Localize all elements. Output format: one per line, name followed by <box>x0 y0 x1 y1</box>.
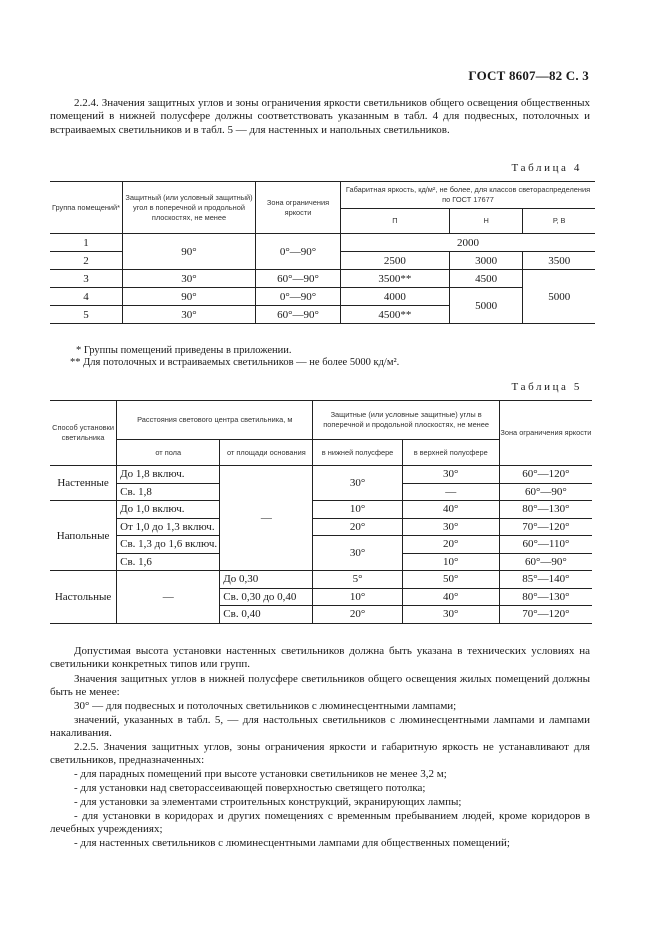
t5-zone: 60°—90° <box>499 553 592 571</box>
t5-from-base: Св. 0,40 <box>220 606 313 624</box>
t4-cell-p: 4500** <box>341 306 450 324</box>
body-paragraph-a: Допустимая высота установки настенных светильников должна быть указана в технических условиях на светильники конкретных типов или групп. <box>50 645 590 671</box>
t5-from-floor: Св. 1,6 <box>117 553 220 571</box>
t5-from-floor: До 1,8 включ. <box>117 466 220 484</box>
t5-upper: 30° <box>402 466 499 484</box>
t5-lower: 10° <box>313 501 402 519</box>
t5-upper: 40° <box>402 501 499 519</box>
t4-cell-group: 2 <box>50 252 123 270</box>
t5-zone: 60°—90° <box>499 483 592 501</box>
t4-footnote-1: * Группы помещений приведены в приложении. <box>76 345 292 356</box>
t5-header-from-base: от площади основания <box>220 440 313 466</box>
t4-cell-angle: 90° <box>123 234 256 270</box>
t5-upper: 50° <box>402 571 499 589</box>
t5-lower: 30° <box>313 466 402 501</box>
t4-header-angle: Защитный (или условный защитный) угол в поперечной и продольной плоскостях, не менее <box>123 182 256 234</box>
t5-upper: 10° <box>402 553 499 571</box>
t4-header-zone: Зона ограничения яркости <box>256 182 341 234</box>
t5-header-lower: в нижней полусфере <box>313 440 402 466</box>
t5-upper: 20° <box>402 536 499 554</box>
paragraph-2-2-4: 2.2.4. Значения защитных углов и зоны ограничения яркости светильников общего освещения общественных помещений в нижней полусфере должны соответствовать указанным в табл. 4 для подвесных, потолочных и встраиваемых светильников и в табл. 5 — для настенных и напольных светильников. <box>50 97 590 136</box>
t5-lower: 30° <box>313 536 402 571</box>
t4-cell-n: 3000 <box>449 252 523 270</box>
t4-cell-n: 4500 <box>449 270 523 288</box>
t5-from-floor: От 1,0 до 1,3 включ. <box>117 518 220 536</box>
t4-header-n: Н <box>449 209 523 234</box>
t4-footnote-2: ** Для потолочных и встраиваемых светильников — не более 5000 кд/м². <box>70 357 400 368</box>
t4-cell-angle: 30° <box>123 270 256 288</box>
t5-upper: 40° <box>402 588 499 606</box>
list-item: - для парадных помещений при высоте установки светильников не менее 3,2 м; <box>74 768 447 780</box>
t4-cell-n: 5000 <box>449 288 523 324</box>
t5-zone: 70°—120° <box>499 518 592 536</box>
t5-zone: 60°—110° <box>499 536 592 554</box>
t5-method-floor: Напольные <box>50 501 117 571</box>
t5-header-from-floor: от пола <box>117 440 220 466</box>
t5-upper: — <box>402 483 499 501</box>
t5-from-floor: До 1,0 включ. <box>117 501 220 519</box>
t4-header-rv: Р, В <box>523 209 595 234</box>
t4-cell-rv: 5000 <box>523 270 595 324</box>
body-paragraph-b: Значения защитных углов в нижней полусфере светильников общего освещения жилых помещений должны быть не менее: <box>50 673 590 699</box>
t5-zone: 80°—130° <box>499 501 592 519</box>
t4-cell-angle: 30° <box>123 306 256 324</box>
t5-from-base-dash: — <box>220 466 313 571</box>
t4-cell-rv: 3500 <box>523 252 595 270</box>
t5-from-base: До 0,30 <box>220 571 313 589</box>
body-paragraph-d: значений, указанных в табл. 5, — для настольных светильников с люминесцентными лампами и лампами накаливания. <box>50 714 590 740</box>
list-item: - для установки над светорассеивающей поверхностью светящего потолка; <box>74 782 426 794</box>
t4-cell-zone: 60°—90° <box>256 306 341 324</box>
t5-zone: 80°—130° <box>499 588 592 606</box>
body-paragraph-c: 30° — для подвесных и потолочных светильников с люминесцентными лампами; <box>74 700 457 712</box>
t5-upper: 30° <box>402 606 499 624</box>
t5-upper: 30° <box>402 518 499 536</box>
t4-cell-zone: 60°—90° <box>256 270 341 288</box>
table-4 <box>50 181 595 324</box>
table-5 <box>50 400 592 624</box>
t5-zone: 85°—140° <box>499 571 592 589</box>
t4-cell-zone: 0°—90° <box>256 234 341 270</box>
t5-from-floor: Св. 1,8 <box>117 483 220 501</box>
t4-cell-brightness: 2000 <box>341 234 596 252</box>
t4-cell-group: 1 <box>50 234 123 252</box>
t4-cell-p: 4000 <box>341 288 450 306</box>
t4-header-brightness: Габаритная яркость, кд/м², не более, для классов светораспределения по ГОСТ 17677 <box>341 182 596 209</box>
list-item: - для настенных светильников с люминесцентными лампами для общественных помещений; <box>74 837 510 849</box>
t5-header-distance: Расстояния светового центра светильника, м <box>117 401 313 440</box>
t5-method-wall: Настенные <box>50 466 117 501</box>
t4-cell-group: 4 <box>50 288 123 306</box>
page-header: ГОСТ 8607—82 С. 3 <box>468 68 589 83</box>
table4-caption: Таблица 4 <box>511 162 582 174</box>
t4-cell-angle: 90° <box>123 288 256 306</box>
t5-lower: 20° <box>313 518 402 536</box>
t4-cell-p: 3500** <box>341 270 450 288</box>
list-item: - для установки в коридорах и других помещениях с временным пребыванием людей, кроме коридоров в лечебных учреждениях; <box>50 810 590 836</box>
t5-from-floor: Св. 1,3 до 1,6 включ. <box>117 536 220 554</box>
t4-cell-group: 3 <box>50 270 123 288</box>
t5-lower: 5° <box>313 571 402 589</box>
t5-header-zone: Зона ограничения яркости <box>499 401 592 466</box>
body-paragraph-e: 2.2.5. Значения защитных углов, зоны ограничения яркости и габаритную яркость не устанавливают для светильников, предназначенных: <box>50 741 590 767</box>
t5-zone: 70°—120° <box>499 606 592 624</box>
t4-cell-zone: 0°—90° <box>256 288 341 306</box>
t5-lower: 20° <box>313 606 402 624</box>
t4-header-group: Группа помещений* <box>50 182 123 234</box>
t4-cell-group: 5 <box>50 306 123 324</box>
t4-cell-p: 2500 <box>341 252 450 270</box>
table5-caption: Таблица 5 <box>511 381 582 393</box>
t5-method-table: Настольные <box>50 571 117 624</box>
t5-lower: 10° <box>313 588 402 606</box>
list-item: - для установки за элементами строительных конструкций, экранирующих лампы; <box>74 796 462 808</box>
t4-header-p: П <box>341 209 450 234</box>
t5-header-method: Способ установки светильника <box>50 401 117 466</box>
t5-from-floor-dash: — <box>117 571 220 624</box>
t5-zone: 60°—120° <box>499 466 592 484</box>
t5-header-upper: в верхней полусфере <box>402 440 499 466</box>
t5-from-base: Св. 0,30 до 0,40 <box>220 588 313 606</box>
t5-header-protective: Защитные (или условные защитные) углы в поперечной и продольной плоскостях, не менее <box>313 401 499 440</box>
